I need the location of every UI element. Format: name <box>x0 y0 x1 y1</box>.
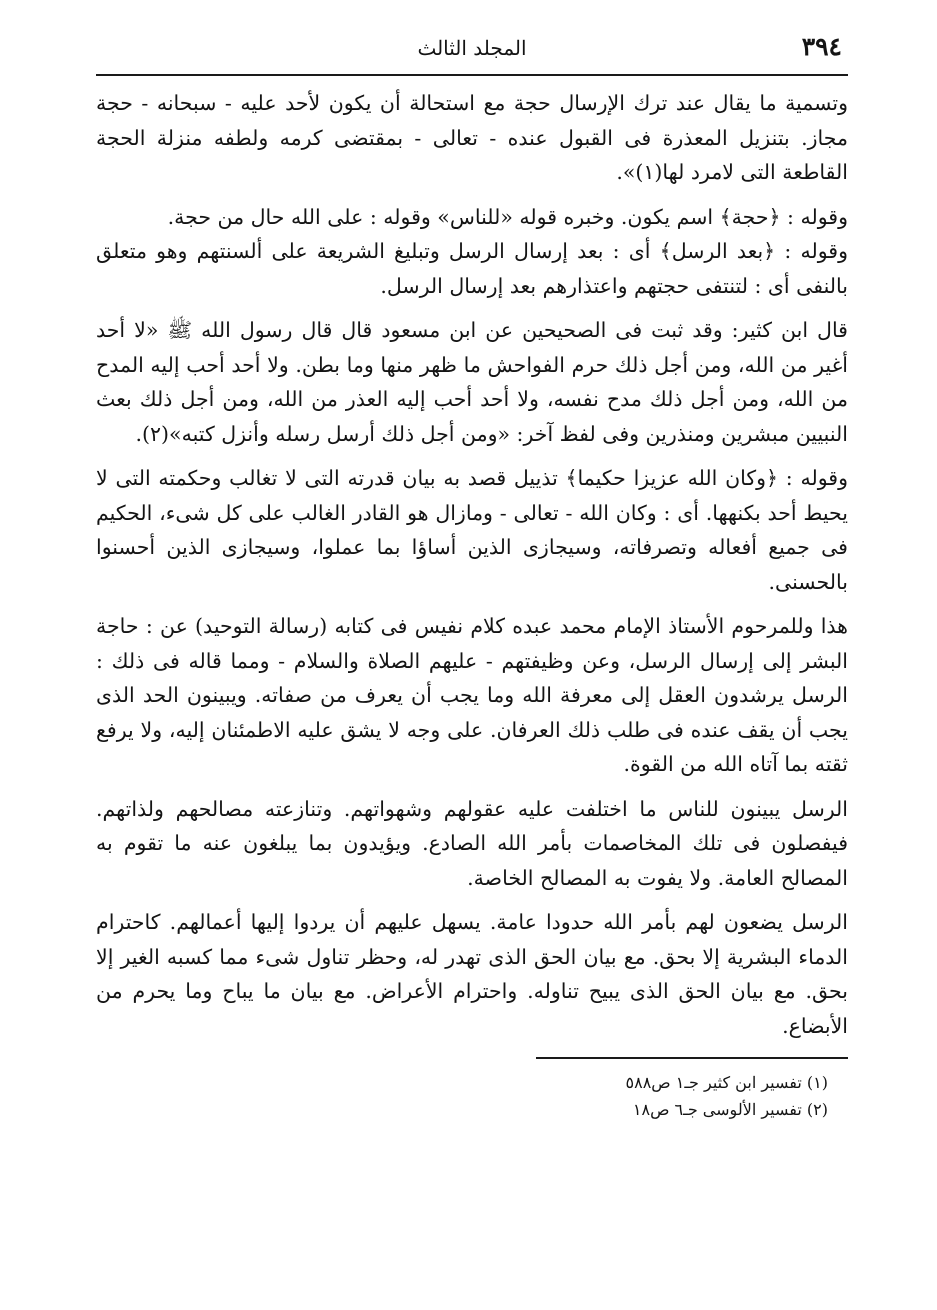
page-header <box>96 28 848 74</box>
paragraph: هذا وللمرحوم الأستاذ الإمام محمد عبده كلام نفيس فى كتابه (رسالة التوحيد) عن : حاجة البشر إلى إرسال الرسل، وعن وظيفتهم - عليهم الصلاة والسلام - ومما قاله فى ذلك : الرسل يرشدون العقل إلى معرفة الله وما يجب أن يعرف من صفاته. ويبينون الحد الذى يجب أن يقف عنده فى طلب ذلك العرفان. على وجه لا يشق عليه الاطمئنان إليه، ولا يرفع ثقته بما آتاه الله من القوة. <box>96 614 848 776</box>
paragraph: وتسمية ما يقال عند ترك الإرسال حجة مع استحالة أن يكون لأحد عليه - سبحانه - حجة مجاز. بتنزيل المعذرة فى القبول عنده - تعالى - بمقتضى كرمه ولطفه منزلة الحجة القاطعة التى لامرد لها(١)». <box>96 91 848 184</box>
header-divider <box>96 74 848 76</box>
paragraph: الرسل يبينون للناس ما اختلفت عليه عقولهم وشهواتهم. وتنازعته مصالحهم ولذاتهم. فيفصلون فى تلك المخاصمات بأمر الله الصادع. ويؤيدون بما يبلغون عنه ما تقوم به المصالح العامة. ولا يفوت به المصالح الخاصة. <box>96 796 848 890</box>
footnote: (٢) تفسير الألوسى جـ٦ ص١٨ <box>632 1100 828 1119</box>
book-page <box>96 28 848 1123</box>
paragraph: الرسل يضعون لهم بأمر الله حدودا عامة. يسهل عليهم أن يردوا إليها أعمالهم. كاحترام الدماء البشرية إلا بحق. مع بيان الحق الذى تهدر له، وحظر تناول شىء مما كسبه الغير إلا بحق. مع بيان الحق الذى يبيح تناوله. واحترام الأعراض. مع بيان ما يباح وما يحرم من الأبضاع. <box>96 910 848 1038</box>
footnotes <box>96 1069 848 1123</box>
paragraph: وقوله : ﴿بعد الرسل﴾ أى : بعد إرسال الرسل وتبليغ الشريعة على ألسنتهم وهو متعلق بالنفى أى : لتنتفى حجتهم واعتذارهم بعد إرسال الرسل. <box>96 239 848 298</box>
page-body <box>96 86 848 1043</box>
footnote-divider <box>536 1057 848 1059</box>
paragraph: وقوله : ﴿حجة﴾ اسم يكون. وخبره قوله «للناس» وقوله : على الله حال من حجة. <box>167 204 848 229</box>
volume-title: المجلد الثالث <box>417 36 527 60</box>
page-number: ٣٩٤ <box>801 32 842 61</box>
paragraph: قال ابن كثير: وقد ثبت فى الصحيحين عن ابن مسعود قال قال رسول الله ﷺ «لا أحد أغير من الله، ومن أجل ذلك حرم الفواحش ما ظهر منها وما بطن. ولا أحد أحب إليه المدح من الله، ومن أجل ذلك مدح نفسه، ولا أحد أحب إليه العذر من الله، ومن أجل ذلك بعث النبيين مبشرين ومنذرين وفى لفظ آخر: «ومن أجل ذلك أرسل رسله وأنزل كتبه»(٢). <box>96 318 848 446</box>
paragraph: وقوله : ﴿وكان الله عزيزا حكيما﴾ تذييل قصد به بيان قدرته التى لا تغالب وحكمته التى لا يحيط أحد بكنهها. أى : وكان الله - تعالى - ومازال هو القادر الغالب على كل شىء، الحكيم فى جميع أفعاله وتصرفاته، وسيجازى الذين أساؤا بما عملوا، وسيجازى الذين أحسنوا بالحسنى. <box>96 466 848 594</box>
footnote: (١) تفسير ابن كثير جـ١ ص٥٨٨ <box>625 1073 828 1092</box>
